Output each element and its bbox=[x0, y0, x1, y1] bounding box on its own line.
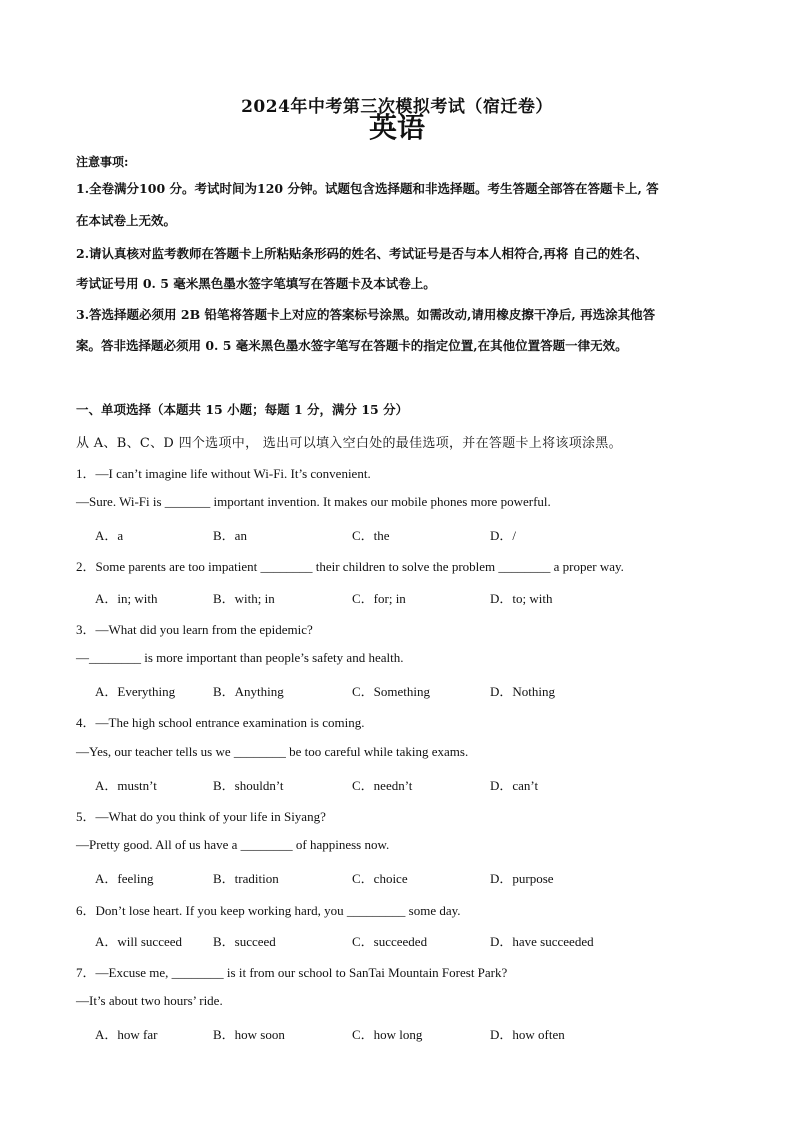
question-1-stem: 1．—I can’t imagine life without Wi-Fi. It’s convenient. bbox=[76, 466, 371, 481]
question-4-option-b: B．shouldn’t bbox=[213, 778, 284, 793]
question-7-option-c: C．how long bbox=[352, 1027, 423, 1042]
question-2-stem: 2．Some parents are too impatient ________ their children to solve the problem ________ a proper way. bbox=[76, 559, 624, 574]
question-1-option-b: B．an bbox=[213, 528, 247, 543]
question-5-response: —Pretty good. All of us have a ________ of happiness now. bbox=[76, 837, 390, 852]
question-4-stem: 4．—The high school entrance examination is coming. bbox=[76, 715, 365, 730]
question-3-option-b: B．Anything bbox=[213, 684, 284, 699]
question-5-option-c: C．choice bbox=[352, 871, 408, 886]
question-6-option-a: A．will succeed bbox=[95, 934, 183, 949]
question-6-option-c: C．succeeded bbox=[352, 934, 428, 949]
note-line: 案。答非选择题必须用 0. 5 毫米黑色墨水签字笔写在答题卡的指定位置,在其他位置答题一律无效。 bbox=[76, 338, 628, 353]
exam-subject: 英语 bbox=[368, 111, 425, 144]
question-7-option-a: A．how far bbox=[95, 1027, 158, 1042]
question-1-option-c: C．the bbox=[352, 528, 390, 543]
question-5-option-b: B．tradition bbox=[213, 871, 279, 886]
question-4-option-d: D．can’t bbox=[490, 778, 539, 793]
question-3-option-c: C．Something bbox=[352, 684, 431, 699]
question-3-option-a: A．Everything bbox=[95, 684, 176, 699]
question-4-option-a: A．mustn’t bbox=[95, 778, 157, 793]
note-line: 考试证号用 0. 5 毫米黑色墨水签字笔填写在答题卡及本试卷上。 bbox=[76, 276, 436, 291]
question-7-response: —It’s about two hours’ ride. bbox=[76, 993, 223, 1008]
question-6-stem: 6．Don’t lose heart. If you keep working hard, you _________ some day. bbox=[76, 903, 461, 918]
question-2-option-c: C．for; in bbox=[352, 591, 406, 606]
section-instruction: 从 A、B、C、D 四个选项中， 选出可以填入空白处的最佳选项，并在答题卡上将该项涂黑。 bbox=[76, 436, 622, 451]
question-1-option-a: A．a bbox=[95, 528, 124, 543]
section-heading: 一、单项选择（本题共 15 小题；每题 1 分，满分 15 分） bbox=[76, 402, 409, 417]
note-line: 在本试卷上无效。 bbox=[76, 213, 177, 228]
question-4-response: —Yes, our teacher tells us we ________ be too careful while taking exams. bbox=[76, 744, 469, 759]
question-2-option-b: B．with; in bbox=[213, 591, 275, 606]
exam-title: 2024年中考第三次模拟考试（宿迁卷） bbox=[241, 97, 553, 117]
notes-heading: 注意事项: bbox=[76, 155, 129, 169]
question-1-response: —Sure. Wi-Fi is _______ important invention. It makes our mobile phones more powerful. bbox=[76, 494, 551, 509]
question-7-option-b: B．how soon bbox=[213, 1027, 285, 1042]
note-line: 2.请认真核对监考教师在答题卡上所粘贴条形码的姓名、考试证号是否与本人相符合,再将 自己的姓名、 bbox=[76, 246, 648, 261]
question-6-option-d: D．have succeeded bbox=[490, 934, 594, 949]
question-7-stem: 7．—Excuse me, ________ is it from our school to SanTai Mountain Forest Park? bbox=[76, 965, 508, 980]
question-5-stem: 5．—What do you think of your life in Siyang? bbox=[76, 809, 326, 824]
question-4-option-c: C．needn’t bbox=[352, 778, 413, 793]
question-3-stem: 3．—What did you learn from the epidemic? bbox=[76, 622, 313, 637]
question-3-response: —________ is more important than people’s safety and health. bbox=[76, 650, 404, 665]
question-2-option-a: A．in; with bbox=[95, 591, 158, 606]
note-line: 1.全卷满分100 分。考试时间为120 分钟。试题包含选择题和非选择题。考生答题全部答在答题卡上, 答 bbox=[76, 181, 659, 196]
question-3-option-d: D．Nothing bbox=[490, 684, 556, 699]
question-1-option-d: D．/ bbox=[490, 528, 517, 543]
question-2-option-d: D．to; with bbox=[490, 591, 553, 606]
question-5-option-a: A．feeling bbox=[95, 871, 154, 886]
question-5-option-d: D．purpose bbox=[490, 871, 554, 886]
question-6-option-b: B．succeed bbox=[213, 934, 276, 949]
question-7-option-d: D．how often bbox=[490, 1027, 565, 1042]
note-line: 3.答选择题必须用 2B 铅笔将答题卡上对应的答案标号涂黑。如需改动,请用橡皮擦干净后, 再选涂其他答 bbox=[76, 307, 656, 322]
